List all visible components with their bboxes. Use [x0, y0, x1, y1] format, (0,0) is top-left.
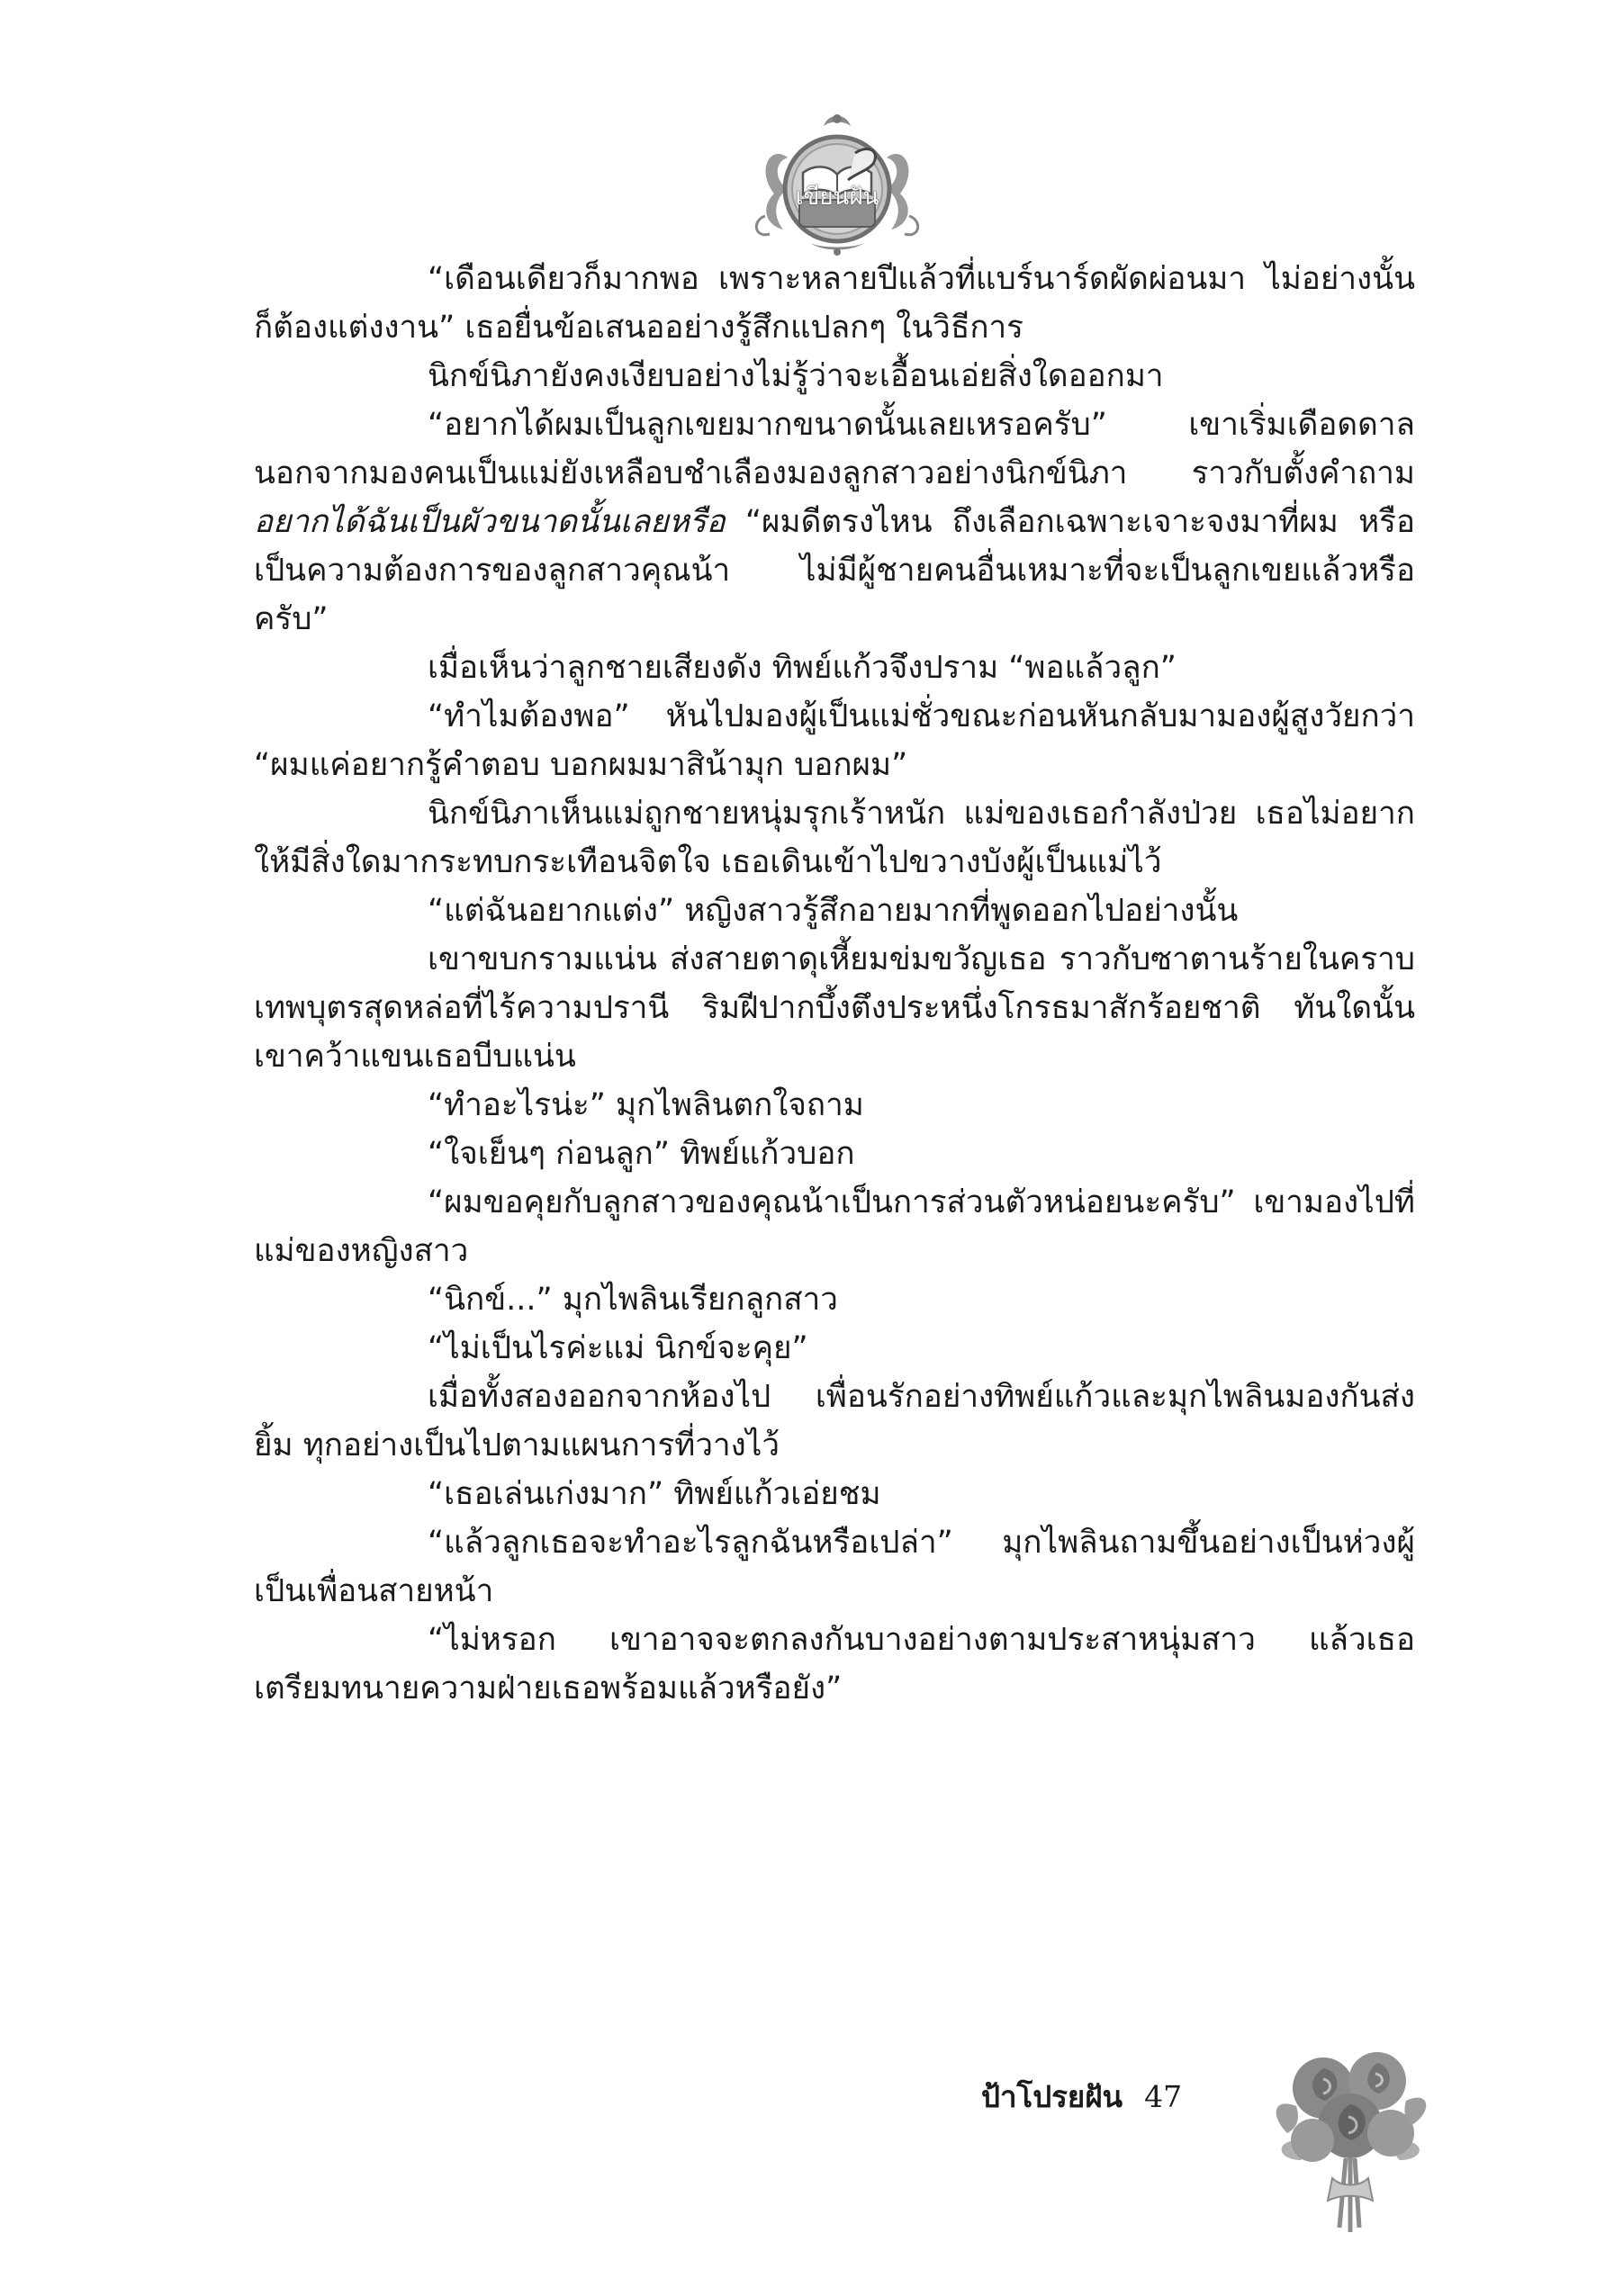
rose-bouquet-icon	[1260, 2025, 1440, 2241]
paragraph: “ผมขอคุยกับลูกสาวของคุณน้าเป็นการส่วนตัวหน่อยนะครับ” เขามองไปที่แม่ของหญิงสาว	[254, 1184, 1415, 1269]
paragraph: “แล้วลูกเธอจะทำอะไรลูกฉันหรือเปล่า” มุกไพลินถามขึ้นอย่างเป็นห่วงผู้เป็นเพื่อนสายหน้า	[254, 1525, 1415, 1609]
paragraph-text: “อยากได้ผมเป็นลูกเขยมากขนาดนั้นเลยเหรอครับ” เขาเริ่มเดือดดาล นอกจากมองคนเป็นแม่ยังเหลือบชำเลืองมองลูกสาวอย่างนิกข์นิภา ราวกับตั้งคำถาม	[254, 407, 1415, 491]
paragraph: “เธอเล่นเก่งมาก” ทิพย์แก้วเอ่ยชม	[428, 1476, 881, 1512]
paragraph: “ทำไมต้องพอ” หันไปมองผู้เป็นแม่ชั่วขณะก่อนหันกลับมามองผู้สูงวัยกว่า “ผมแค่อยากรู้คำตอบ บอกผมมาสิน้ามุก บอกผม”	[254, 698, 1415, 783]
body-text	[254, 255, 1415, 1713]
paragraph: “เดือนเดียวก็มากพอ เพราะหลายปีแล้วที่แบร์นาร์ดผัดผ่อนมา ไม่อย่างนั้นก็ต้องแต่งงาน” เธอยื่นข้อเสนออย่างรู้สึกแปลกๆ ในวิธีการ	[254, 261, 1415, 346]
paragraph: เขาขบกรามแน่น ส่งสายตาดุเหี้ยมข่มขวัญเธอ ราวกับซาตานร้ายในคราบเทพบุตรสุดหล่อที่ไร้ความปรานี ริมฝีปากบึ้งตึงประหนึ่งโกรธมาสักร้อยชาติ ทันใดนั้นเขาคว้าแขนเธอบีบแน่น	[254, 941, 1415, 1075]
paragraph: “ทำอะไรน่ะ” มุกไพลินตกใจถาม	[428, 1087, 864, 1123]
paragraph: นิกข์นิภายังคงเงียบอย่างไม่รู้ว่าจะเอื้อนเอ่ยสิ่งใดออกมา	[428, 358, 1164, 394]
paragraph-text: “ผมดีตรงไหน ถึงเลือกเฉพาะเจาะจงมาที่ผม หรือเป็นความต้องการของลูกสาวคุณน้า ไม่มีผู้ชายคนอื่นเหมาะที่จะเป็นลูกเขยแล้วหรือครับ”	[254, 504, 1415, 637]
paragraph	[254, 401, 1415, 644]
italic-inner-thought: อยากได้ฉันเป็นผัวขนาดนั้นเลยหรือ	[254, 504, 726, 540]
paragraph: “ใจเย็นๆ ก่อนลูก” ทิพย์แก้วบอก	[428, 1136, 855, 1172]
page-footer	[981, 2073, 1182, 2120]
paragraph: เมื่อเห็นว่าลูกชายเสียงดัง ทิพย์แก้วจึงปราม “พอแล้วลูก”	[428, 650, 1177, 686]
page-number: 47	[1144, 2079, 1183, 2114]
book-title: ป้าโปรยฝัน	[981, 2079, 1123, 2114]
ornamental-book-emblem-icon	[747, 108, 927, 261]
paragraph: “แต่ฉันอยากแต่ง” หญิงสาวรู้สึกอายมากที่พูดออกไปอย่างนั้น	[428, 893, 1239, 929]
emblem-label: เขียนฝัน	[795, 184, 879, 211]
paragraph: เมื่อทั้งสองออกจากห้องไป เพื่อนรักอย่างทิพย์แก้วและมุกไพลินมองกันส่งยิ้ม ทุกอย่างเป็นไปตามแผนการที่วางไว้	[254, 1379, 1415, 1463]
paragraph: “ไม่หรอก เขาอาจจะตกลงกันบางอย่างตามประสาหนุ่มสาว แล้วเธอเตรียมทนายความฝ่ายเธอพร้อมแล้วหรือยัง”	[254, 1622, 1415, 1706]
paragraph: นิกข์นิภาเห็นแม่ถูกชายหนุ่มรุกเร้าหนัก แม่ของเธอกำลังป่วย เธอไม่อยากให้มีสิ่งใดมากระทบกระเทือนจิตใจ เธอเดินเข้าไปขวางบังผู้เป็นแม่ไว้	[254, 796, 1415, 880]
paragraph: “นิกข์...” มุกไพลินเรียกลูกสาว	[428, 1282, 838, 1318]
paragraph: “ไม่เป็นไรค่ะแม่ นิกข์จะคุย”	[428, 1330, 808, 1366]
